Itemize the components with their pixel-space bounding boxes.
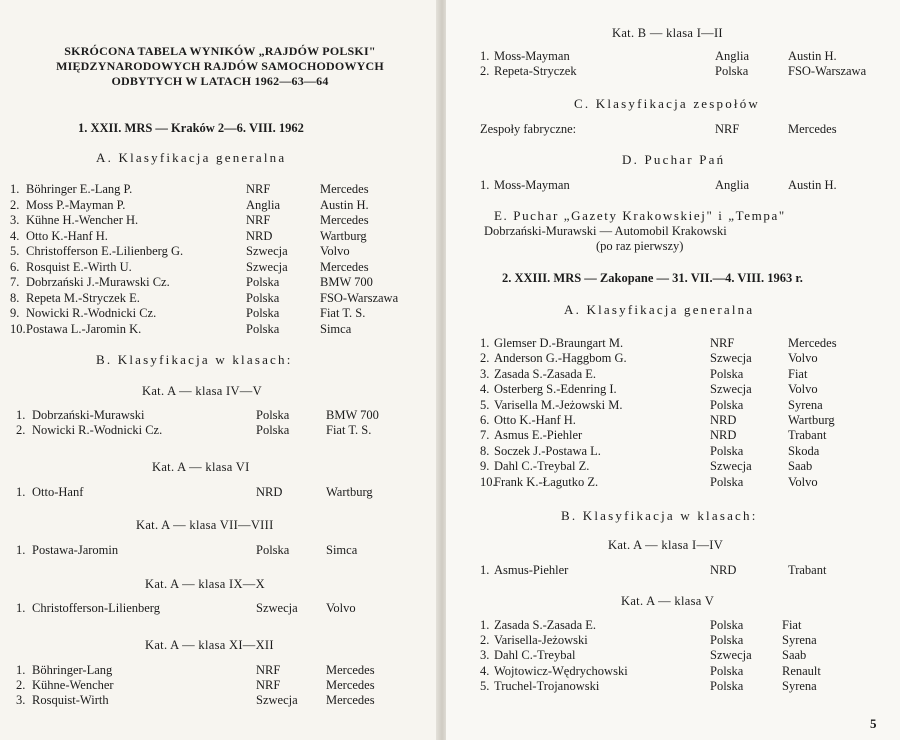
country: NRF <box>256 663 281 677</box>
crew-name: Otto K.-Hanf H. <box>494 413 576 427</box>
car: Trabant <box>788 428 827 443</box>
crew-name: Nowicki R.-Wodnicki Cz. <box>32 423 163 437</box>
result-row <box>480 647 900 663</box>
country: Polska <box>246 275 280 289</box>
general-classification-1963-heading: A. Klasyfikacja generalna <box>564 302 755 317</box>
country: NRD <box>710 413 737 427</box>
car: Austin H. <box>788 178 837 192</box>
result-row <box>10 228 430 244</box>
car: Mercedes <box>326 663 375 677</box>
row-number: 3. <box>480 648 490 663</box>
result-row <box>16 662 436 678</box>
crew-name: Dobrzański J.-Murawski Cz. <box>26 275 170 289</box>
country: Polska <box>710 663 744 678</box>
crew-name: Varisella-Jeżowski <box>494 633 588 648</box>
crew-name: Repeta-Stryczek <box>494 64 577 78</box>
crew-name: Asmus E.-Piehler <box>494 428 583 443</box>
car: Mercedes <box>320 259 369 274</box>
right-page <box>446 0 900 740</box>
car: Volvo <box>326 601 356 615</box>
country: NRD <box>246 228 273 243</box>
car: Wartburg <box>326 485 373 499</box>
car: Austin H. <box>320 197 369 212</box>
crew-name: Christofferson E.-Lilienberg G. <box>26 244 184 258</box>
result-row <box>16 600 436 616</box>
row-number: 10. <box>480 474 496 489</box>
main-title: SKRÓCONA TABELA WYNIKÓW „RAJDÓW POLSKI" MIĘDZYNARODOWYCH RAJDÓW SAMOCHODOWYCH ODBYTYCH W LATACH 1962—63—64 <box>56 44 384 88</box>
crew-name: Otto-Hanf <box>32 485 84 499</box>
car: Syrena <box>782 678 817 693</box>
team-country: NRF <box>715 122 740 136</box>
car: BMW 700 <box>326 408 379 422</box>
car: Wartburg <box>320 228 367 243</box>
result-row <box>480 427 900 443</box>
car: Austin H. <box>788 49 837 63</box>
country: Polska <box>710 474 744 489</box>
crew-name: Truchel-Trojanowski <box>494 678 600 693</box>
newspaper-cup-note: (po raz pierwszy) <box>596 239 684 253</box>
row-number: 1. <box>16 601 26 615</box>
result-row <box>16 484 436 500</box>
result-row <box>10 259 430 275</box>
country: Anglia <box>246 197 281 212</box>
crew-name: Moss P.-Mayman P. <box>26 197 126 212</box>
car: BMW 700 <box>320 275 373 289</box>
country: NRF <box>246 182 271 196</box>
row-number: 4. <box>480 663 490 678</box>
country: Polska <box>710 366 744 381</box>
kat-b-label: Kat. B — klasa I—II <box>612 26 723 40</box>
row-number: 1. <box>16 408 26 422</box>
class-label: Kat. A — klasa IX—X <box>145 577 265 591</box>
result-row <box>16 422 436 438</box>
car: Mercedes <box>788 336 837 350</box>
car: Mercedes <box>320 213 369 227</box>
result-row <box>480 617 900 633</box>
car: Volvo <box>320 244 350 258</box>
row-number: 2. <box>16 678 26 692</box>
car: Wartburg <box>788 413 835 427</box>
row-number: 1. <box>480 563 490 577</box>
car: Mercedes <box>320 182 369 196</box>
country: NRF <box>246 213 271 227</box>
result-row <box>480 458 900 474</box>
team-row <box>480 121 890 137</box>
car: Mercedes <box>326 693 375 707</box>
result-row <box>480 562 900 578</box>
result-row <box>10 290 430 306</box>
result-row <box>480 663 900 679</box>
crew-name: Repeta M.-Stryczek E. <box>26 290 140 305</box>
car: Saab <box>788 459 813 474</box>
car: Volvo <box>788 351 818 366</box>
crew-name: Zasada S.-Zasada E. <box>494 618 597 632</box>
crew-name: Postawa L.-Jaromin K. <box>26 321 142 336</box>
result-row <box>10 321 430 337</box>
country: NRD <box>710 563 737 577</box>
crew-name: Nowicki R.-Wodnicki Cz. <box>26 306 157 320</box>
car: Trabant <box>788 563 827 577</box>
country: Polska <box>256 423 290 437</box>
crew-name: Asmus-Piehler <box>494 563 569 577</box>
result-row <box>480 678 900 694</box>
car: FSO-Warszawa <box>320 290 399 305</box>
crew-name: Christofferson-Lilienberg <box>32 601 160 615</box>
crew-name: Moss-Mayman <box>494 49 570 63</box>
row-number: 3. <box>16 693 26 707</box>
crew-name: Kühne-Wencher <box>32 678 114 692</box>
class-label: Kat. A — klasa VII—VIII <box>136 518 274 532</box>
crew-name: Zasada S.-Zasada E. <box>494 366 597 381</box>
row-number: 1. <box>16 663 26 677</box>
country: Polska <box>256 543 290 557</box>
class-label: Kat. A — klasa VI <box>152 460 250 474</box>
result-row <box>480 443 900 459</box>
class-5-label: Kat. A — klasa V <box>621 594 715 608</box>
result-row <box>16 677 436 693</box>
row-number: 2. <box>480 633 490 648</box>
car: Fiat <box>782 618 802 632</box>
country: Polska <box>246 321 280 336</box>
car: Fiat <box>788 366 808 381</box>
result-row <box>480 366 900 382</box>
crew-name: Böhringer-Lang <box>32 663 113 677</box>
car: Syrena <box>788 397 823 412</box>
row-number: 2. <box>480 351 490 366</box>
team-label: Zespoły fabryczne: <box>480 122 577 136</box>
row-number: 10. <box>10 321 26 336</box>
row-number: 7. <box>480 428 490 443</box>
car: FSO-Warszawa <box>788 64 867 78</box>
car: Skoda <box>788 443 820 458</box>
row-number: 9. <box>480 459 490 474</box>
row-number: 1. <box>16 543 26 557</box>
car: Renault <box>782 663 821 678</box>
row-number: 1. <box>10 182 20 196</box>
row-number: 4. <box>10 228 20 243</box>
country: Polska <box>710 397 744 412</box>
car: Syrena <box>782 633 817 648</box>
result-row <box>480 48 900 64</box>
result-row <box>10 274 430 290</box>
result-row <box>480 63 900 79</box>
class-label: Kat. A — klasa IV—V <box>142 384 262 398</box>
row-number: 6. <box>10 259 20 274</box>
row-number: 1. <box>480 618 490 632</box>
car: Fiat T. S. <box>326 423 372 437</box>
crew-name: Böhringer E.-Lang P. <box>26 182 133 196</box>
result-row <box>10 197 430 213</box>
crew-name: Varisella M.-Jeżowski M. <box>494 397 623 412</box>
country: Szwecja <box>710 648 752 663</box>
result-row <box>480 397 900 413</box>
country: Szwecja <box>710 459 752 474</box>
row-number: 1. <box>480 178 490 192</box>
car: Volvo <box>788 382 818 397</box>
class-classification-1963-heading: B. Klasyfikacja w klasach: <box>561 508 758 523</box>
row-number: 5. <box>480 678 490 693</box>
row-number: 2. <box>10 197 20 212</box>
car: Volvo <box>788 474 818 489</box>
crew-name: Rosquist-Wirth <box>32 693 109 707</box>
class-label: Kat. A — klasa XI—XII <box>145 638 274 652</box>
crew-name: Glemser D.-Braungart M. <box>494 336 624 350</box>
result-row <box>480 632 900 648</box>
team-car: Mercedes <box>788 122 837 136</box>
row-number: 2. <box>480 64 490 78</box>
country: Polska <box>246 290 280 305</box>
country: Szwecja <box>256 693 298 707</box>
result-row <box>10 243 430 259</box>
row-number: 3. <box>480 366 490 381</box>
row-number: 5. <box>10 244 20 258</box>
rally-1963-heading: 2. XXIII. MRS — Zakopane — 31. VII.—4. VIII. 1963 r. <box>502 271 803 285</box>
ladies-cup-heading: D. Puchar Pań <box>622 152 726 167</box>
crew-name: Kühne H.-Wencher H. <box>26 213 139 227</box>
country: Polska <box>715 64 749 78</box>
crew-name: Osterberg S.-Edenring I. <box>494 382 617 397</box>
country: Polska <box>710 443 744 458</box>
country: Polska <box>256 408 290 422</box>
row-number: 1. <box>16 485 26 499</box>
country: Polska <box>246 306 280 320</box>
result-row <box>16 407 436 423</box>
car: Simca <box>326 543 358 557</box>
row-number: 4. <box>480 382 490 397</box>
crew-name: Anderson G.-Haggbom G. <box>494 351 627 366</box>
team-classification-heading: C. Klasyfikacja zespołów <box>574 96 761 111</box>
result-row <box>480 335 900 351</box>
country: Szwecja <box>710 382 752 397</box>
crew-name: Postawa-Jaromin <box>32 543 119 557</box>
row-number: 8. <box>10 290 20 305</box>
country: Szwecja <box>246 244 288 258</box>
crew-name: Dahl C.-Treybal <box>494 648 576 663</box>
result-row <box>480 350 900 366</box>
country: Polska <box>710 618 744 632</box>
row-number: 5. <box>480 397 490 412</box>
country: NRF <box>256 678 281 692</box>
country: Polska <box>710 633 744 648</box>
row-number: 2. <box>16 423 26 437</box>
result-row <box>10 305 430 321</box>
crew-name: Moss-Mayman <box>494 178 570 192</box>
country: NRD <box>256 485 283 499</box>
result-row <box>16 692 436 708</box>
crew-name: Dobrzański-Murawski <box>32 408 145 422</box>
class-classification-heading: B. Klasyfikacja w klasach: <box>96 352 293 367</box>
result-row <box>480 381 900 397</box>
country: Szwecja <box>246 259 288 274</box>
car: Saab <box>782 648 807 663</box>
row-number: 9. <box>10 306 20 320</box>
country: Polska <box>710 678 744 693</box>
country: Szwecja <box>256 601 298 615</box>
row-number: 6. <box>480 413 490 427</box>
crew-name: Frank K.-Łagutko Z. <box>494 474 599 489</box>
car: Simca <box>320 321 352 336</box>
result-row <box>10 212 430 228</box>
result-row <box>10 181 430 197</box>
car: Fiat T. S. <box>320 306 366 320</box>
crew-name: Otto K.-Hanf H. <box>26 228 108 243</box>
newspaper-cup-winner: Dobrzański-Murawski — Automobil Krakowski <box>484 224 727 238</box>
row-number: 1. <box>480 336 490 350</box>
ladies-cup-row <box>480 177 890 193</box>
left-page <box>0 0 438 740</box>
country: NRF <box>710 336 735 350</box>
row-number: 7. <box>10 275 20 289</box>
crew-name: Soczek J.-Postawa L. <box>494 443 601 458</box>
result-row <box>480 412 900 428</box>
row-number: 1. <box>480 49 490 63</box>
crew-name: Wojtowicz-Wędrychowski <box>494 663 628 678</box>
country: Anglia <box>715 49 750 63</box>
newspaper-cup-heading: E. Puchar „Gazety Krakowskiej" i „Tempa" <box>494 208 786 223</box>
crew-name: Dahl C.-Treybal Z. <box>494 459 590 474</box>
result-row <box>16 542 436 558</box>
crew-name: Rosquist E.-Wirth U. <box>26 259 132 274</box>
country: Szwecja <box>710 351 752 366</box>
general-classification-heading: A. Klasyfikacja generalna <box>96 150 287 165</box>
row-number: 8. <box>480 443 490 458</box>
car: Mercedes <box>326 678 375 692</box>
class-1-4-label: Kat. A — klasa I—IV <box>608 538 724 552</box>
page-number: 5 <box>870 716 877 731</box>
country: Anglia <box>715 178 750 192</box>
row-number: 3. <box>10 213 20 227</box>
country: NRD <box>710 428 737 443</box>
result-row <box>480 474 900 490</box>
rally-1962-heading: 1. XXII. MRS — Kraków 2—6. VIII. 1962 <box>78 121 304 135</box>
